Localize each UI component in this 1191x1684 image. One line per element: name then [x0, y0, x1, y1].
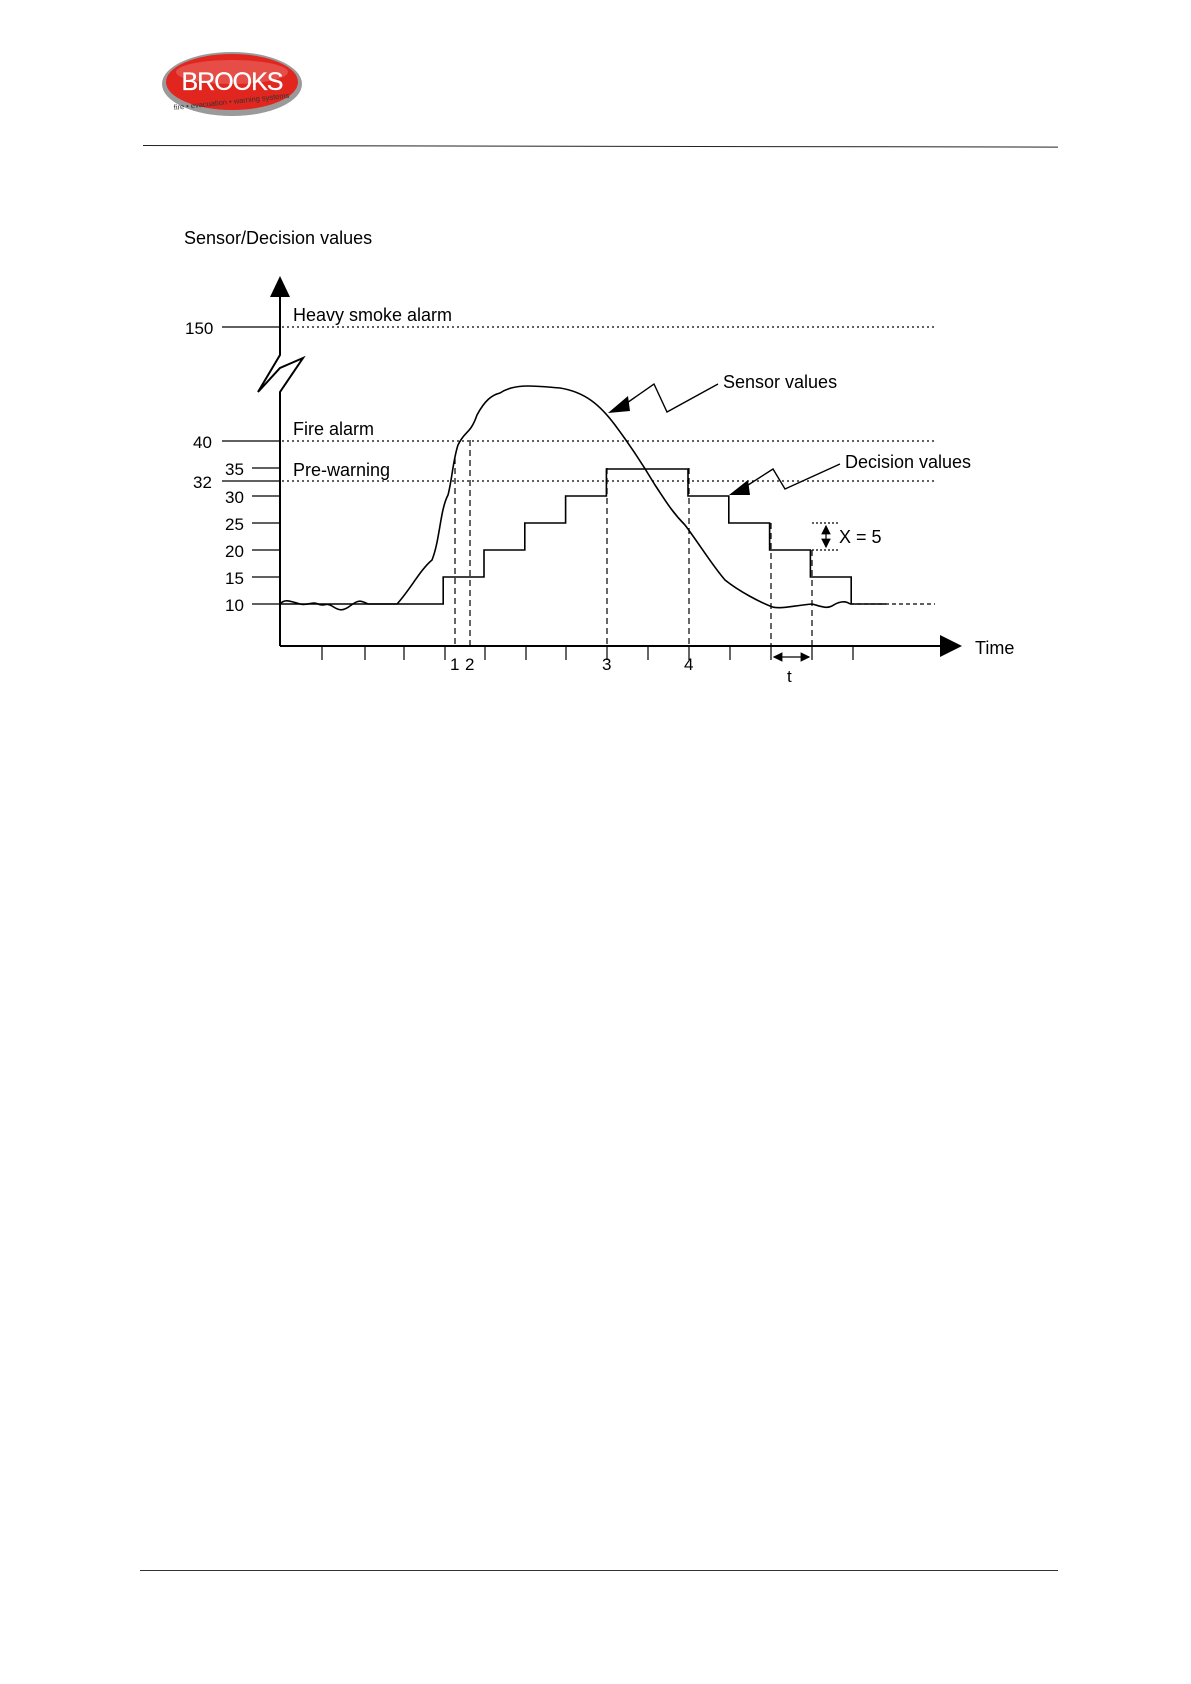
time-marker-lines [455, 440, 812, 646]
y-tick-labels [185, 319, 244, 615]
y-tick-label: 35 [225, 460, 244, 479]
y-tick-label: 20 [225, 542, 244, 561]
y-tick-label: 40 [193, 433, 212, 452]
x-axis-arrow [940, 635, 962, 657]
decision-values-label: Decision values [845, 452, 972, 472]
t-label: t [787, 667, 792, 686]
fire-alarm-label: Fire alarm [293, 419, 375, 439]
y-axis-title: Sensor/Decision values [184, 228, 373, 248]
heavy-smoke-label: Heavy smoke alarm [293, 305, 453, 325]
threshold-lines [282, 327, 935, 481]
sensor-values-label: Sensor values [723, 372, 838, 392]
sensor-callout-arrowhead [608, 396, 630, 413]
y-axis-arrow [270, 276, 290, 297]
time-marker-label: 3 [602, 655, 612, 674]
time-marker-labels [450, 655, 693, 674]
time-marker-label: 1 [450, 655, 460, 674]
sensor-decision-diagram [0, 0, 1191, 760]
x-ticks [322, 646, 853, 660]
x-axis-title: Time [975, 638, 1015, 658]
time-marker-label: 4 [684, 655, 694, 674]
y-tick-label: 30 [225, 488, 244, 507]
y-tick-label: 25 [225, 515, 244, 534]
footer-rule [140, 1570, 1058, 1571]
y-tick-label: 150 [185, 319, 214, 338]
decision-callout-arrowhead [729, 480, 750, 495]
logo-tagline: fire • evacuation • warning systems [173, 90, 290, 112]
y-tick-label: 10 [225, 596, 244, 615]
pre-warning-label: Pre-warning [293, 460, 391, 480]
sensor-callout-line [624, 384, 718, 412]
logo-wordmark: BROOKS [181, 68, 283, 96]
step-label: X = 5 [839, 527, 882, 547]
decision-values-curve [280, 469, 886, 604]
step-annotation [812, 523, 838, 550]
y-tick-label: 15 [225, 569, 244, 588]
decision-callout-line [745, 464, 840, 489]
y-tick-label: 32 [193, 473, 212, 492]
time-marker-label: 2 [465, 655, 475, 674]
